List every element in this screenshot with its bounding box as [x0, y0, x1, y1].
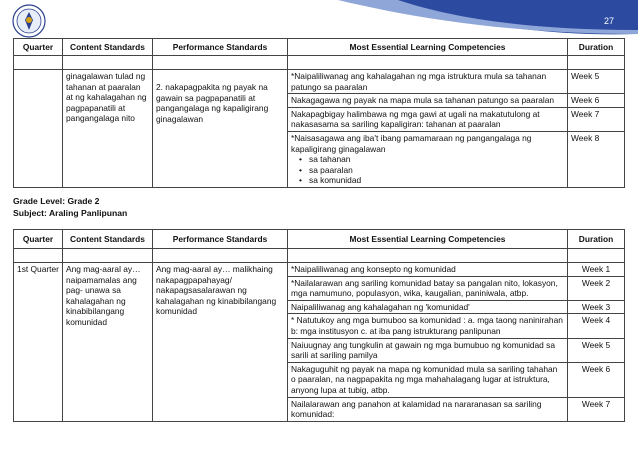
- duration-cell: Week 1: [568, 263, 625, 277]
- subject: Subject: Araling Panlipunan: [13, 208, 128, 218]
- table-row: [14, 70, 625, 94]
- table-header-row: [14, 39, 625, 56]
- competency-cell: Nailalarawan ang panahon at kalamidad na nararanasan sa sariling komunidad:: [288, 397, 568, 421]
- competency-cell: Nakagagawa ng payak na mapa mula sa tahanan patungo sa paaralan: [288, 94, 568, 108]
- column-header: Performance Standards: [153, 230, 288, 249]
- performance-standard-text: 2. nakapagpakita ng payak na gawain sa pagpapanatili at pangangalaga ng kapaligirang ginagalawan: [156, 82, 269, 124]
- competency-table-2: [13, 229, 625, 422]
- duration-cell: Week 6: [568, 94, 625, 108]
- competency-table-1: [13, 38, 625, 188]
- spacer-row: [14, 56, 625, 70]
- column-header: Most Essential Learning Competencies: [288, 230, 568, 249]
- list-item: • sa tahanan: [309, 154, 564, 165]
- competency-cell: * Natutukoy ang mga bumuboo sa komunidad : a. mga taong naninirahan b: mga institusyon c. at iba pang istrukturang panlipunan: [288, 314, 568, 338]
- competency-cell: Naiuugnay ang tungkulin at gawain ng mga bumubuo ng komunidad sa sarili at sariling pamilya: [288, 338, 568, 362]
- spacer-row: [14, 249, 625, 263]
- competency-text: *Naisasagawa ang iba't ibang pamamaraan ng pangangalaga ng kapaligirang ginagalawan: [291, 132, 532, 154]
- content-standard-cell: Ang mag-aaral ay… naipamamalas ang pag- unawa sa kahalagahan ng kinabibilangang komunidad: [63, 263, 153, 422]
- header-swoosh: [338, 0, 638, 40]
- competency-cell: Naipaliliwanag ang kahalagahan ng 'komunidad': [288, 300, 568, 314]
- competency-cell: *Naipaliliwanag ang konsepto ng komunidad: [288, 263, 568, 277]
- duration-cell: Week 8: [568, 131, 625, 187]
- bullet-list: [291, 154, 564, 186]
- duration-cell: Week 6: [568, 362, 625, 397]
- column-header: Performance Standards: [153, 39, 288, 56]
- content-standard-cell: ginagalawan tulad ng tahanan at paaralan at ng kahalagahan ng pagpapanatili at pangangalaga nito: [63, 70, 153, 188]
- competency-cell: Nakapagbigay halimbawa ng mga gawi at ugali na makatutulong at nakasasama sa sariling kapaligiran: tahanan at paaralan: [288, 107, 568, 131]
- list-item: • sa komunidad: [309, 175, 564, 186]
- column-header: Content Standards: [63, 39, 153, 56]
- list-item: • sa paaralan: [309, 165, 564, 176]
- column-header: Duration: [568, 39, 625, 56]
- column-header: Quarter: [14, 230, 63, 249]
- table-row: [14, 263, 625, 277]
- column-header: Duration: [568, 230, 625, 249]
- competency-cell: [288, 131, 568, 187]
- column-header: Content Standards: [63, 230, 153, 249]
- table-header-row: [14, 230, 625, 249]
- duration-cell: Week 7: [568, 107, 625, 131]
- duration-cell: Week 2: [568, 276, 625, 300]
- duration-cell: Week 5: [568, 338, 625, 362]
- performance-standard-cell: Ang mag-aaral ay… malikhaing nakapagpapahayag/ nakapagsasalarawan ng kahalagahan ng kinabibilangang komunidad: [153, 263, 288, 422]
- duration-cell: Week 5: [568, 70, 625, 94]
- performance-standard-cell: [153, 70, 288, 188]
- competency-cell: Nakaguguhit ng payak na mapa ng komunidad mula sa sariling tahahan o paaralan, na nagpapakita ng mga mahahalagang lugar at istruktura, anyong lupa at tubig, atbp.: [288, 362, 568, 397]
- duration-cell: Week 3: [568, 300, 625, 314]
- page-number: 27: [603, 16, 614, 26]
- column-header: Quarter: [14, 39, 63, 56]
- quarter-cell: [14, 70, 63, 188]
- grade-level: Grade Level: Grade 2: [13, 196, 100, 206]
- competency-cell: *Naipaliliwanag ang kahalagahan ng mga istruktura mula sa tahanan patungo sa paaralan: [288, 70, 568, 94]
- deped-seal-icon: [12, 4, 46, 38]
- competency-cell: *Nailalarawan ang sariling komunidad batay sa pangalan nito, lokasyon, mga namumuno, populasyon, wika, kaugalian, paniniwala, atbp.: [288, 276, 568, 300]
- column-header: Most Essential Learning Competencies: [288, 39, 568, 56]
- quarter-cell: 1st Quarter: [14, 263, 63, 422]
- duration-cell: Week 4: [568, 314, 625, 338]
- duration-cell: Week 7: [568, 397, 625, 421]
